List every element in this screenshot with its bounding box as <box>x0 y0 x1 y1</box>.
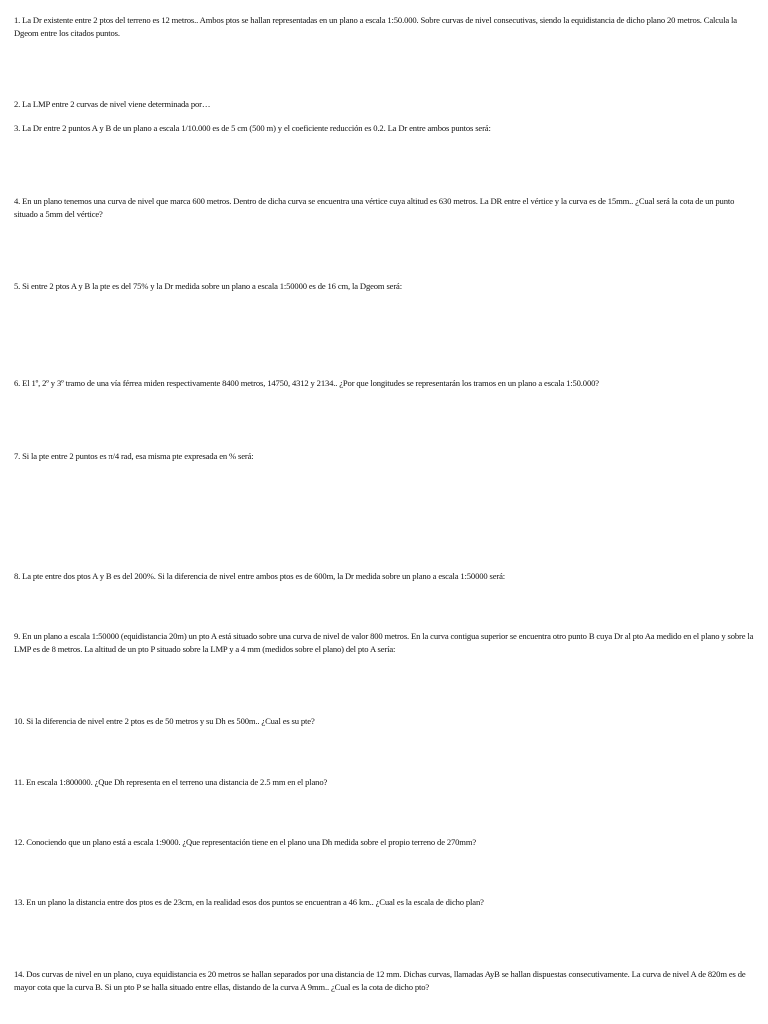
question-2: 2. La LMP entre 2 curvas de nivel viene determinada por… <box>14 99 211 109</box>
question-8: 8. La pte entre dos ptos A y B es del 200%. Si la diferencia de nivel entre ambos ptos es de 600m, la Dr medida sobre un plano a escala 1:50000 será: <box>14 571 505 581</box>
question-13: 13. En un plano la distancia entre dos ptos es de 23cm, en la realidad esos dos puntos se encuentran a 46 km.. ¿Cual es la escala de dicho plan? <box>14 897 484 907</box>
question-1: 1. La Dr existente entre 2 ptos del terreno es 12 metros.. Ambos ptos se hallan representadas en un plano a escala 1:50.000. Sobre curvas de nivel consecutivas, siendo la equidistancia de dicho plano 20 metros. Calcula la Dgeom entre los citados puntos. <box>14 15 737 38</box>
question-12: 12. Conociendo que un plano está a escala 1:9000. ¿Que representación tiene en el plano una Dh medida sobre el propio terreno de 270mm? <box>14 837 477 847</box>
question-9: 9. En un plano a escala 1:50000 (equidistancia 20m) un pto A está situado sobre una curva de nivel de valor 800 metros. En la curva contigua superior se encuentra otro punto B cuya Dr al pto Aa medido en el plano y sobre la LMP es de 8 metros. La altitud de un pto P situado sobre la LMP y a 4 mm (medidos sobre el plano) del pto A sería: <box>14 631 754 654</box>
question-11: 11. En escala 1:800000. ¿Que Dh representa en el terreno una distancia de 2.5 mm en el plano? <box>14 777 328 787</box>
question-10: 10. Si la diferencia de nivel entre 2 ptos es de 50 metros y su Dh es 500m.. ¿Cual es su pte? <box>14 716 315 726</box>
question-3: 3. La Dr entre 2 puntos A y B de un plano a escala 1/10.000 es de 5 cm (500 m) y el coeficiente reducción es 0.2. La Dr entre ambos puntos será: <box>14 123 491 133</box>
question-6: 6. El 1º, 2º y 3º tramo de una vía férrea miden respectivamente 8400 metros, 14750, 4312 y 2134.. ¿Por que longitudes se representarán los tramos en un plano a escala 1:50.000? <box>14 378 599 388</box>
question-7: 7. Si la pte entre 2 puntos es π/4 rad, esa misma pte expresada en % será: <box>14 451 254 461</box>
question-4: 4. En un plano tenemos una curva de nivel que marca 600 metros. Dentro de dicha curva se encuentra una vértice cuya altitud es 630 metros. La DR entre el vértice y la curva es de 15mm.. ¿Cual será la cota de un punto situado a 5mm del vértice? <box>14 196 735 219</box>
question-5: 5. Si entre 2 ptos A y B la pte es del 75% y la Dr medida sobre un plano a escala 1:50000 es de 16 cm, la Dgeom será: <box>14 281 402 291</box>
question-14: 14. Dos curvas de nivel en un plano, cuya equidistancia es 20 metros se hallan separados por una distancia de 12 mm. Dichas curvas, llamadas AyB se hallan dispuestas consecutivamente. La curva de nivel A de 820m es de mayor cota que la curva B. Si un pto P se halla situado entre ellas, distando de la curva A 9mm.. ¿Cual es la cota de dicho pto? <box>14 969 746 992</box>
